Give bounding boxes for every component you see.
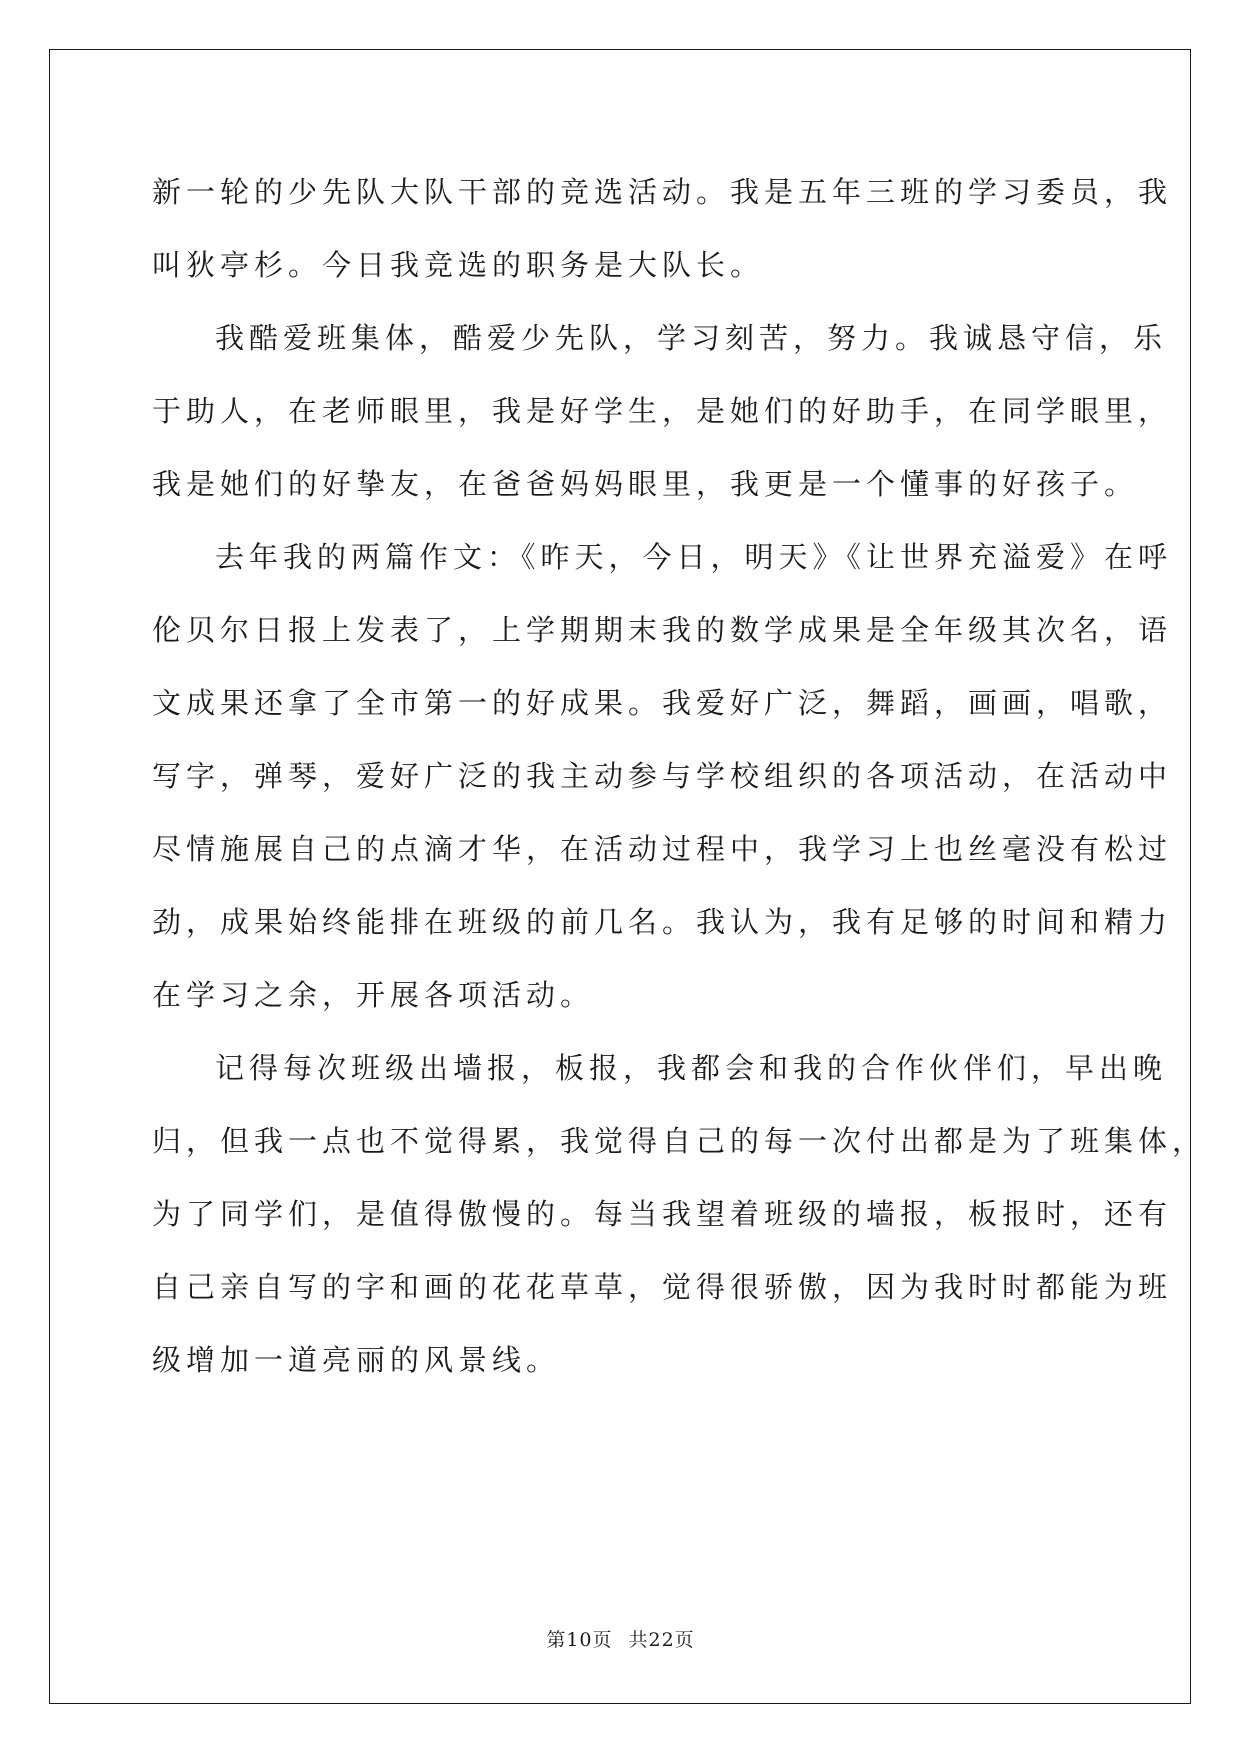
text-line: 叫狄亭杉。今日我竞选的职务是大队长。 [152, 248, 765, 282]
text-line: 于助人，在老师眼里，我是好学生，是她们的好助手，在同学眼里， [152, 394, 1173, 428]
paragraph-start-line: 我酷爱班集体，酷爱少先队，学习刻苦，努力。我诚恳守信，乐 [215, 321, 1168, 355]
text-line: 尽情施展自己的点滴才华，在活动过程中，我学习上也丝毫没有松过 [152, 832, 1173, 866]
page-border [49, 49, 1191, 1704]
paragraph-start-line: 记得每次班级出墙报，板报，我都会和我的合作伙伴们，早出晚 [215, 1051, 1168, 1085]
page-number: 第10页 [546, 1629, 613, 1651]
page-total: 共22页 [628, 1629, 695, 1651]
text-line: 劲，成果始终能排在班级的前几名。我认为，我有足够的时间和精力 [152, 905, 1173, 939]
text-line: 新一轮的少先队大队干部的竞选活动。我是五年三班的学习委员，我 [152, 175, 1173, 209]
text-line: 自己亲自写的字和画的花花草草，觉得很骄傲，因为我时时都能为班 [152, 1270, 1173, 1304]
text-line: 级增加一道亮丽的风景线。 [152, 1343, 561, 1377]
paragraph-start-line: 去年我的两篇作文：《昨天，今日，明天》《让世界充溢爱》在呼 [215, 540, 1173, 574]
text-line: 写字，弹琴，爱好广泛的我主动参与学校组织的各项活动，在活动中 [152, 759, 1173, 793]
text-line: 我是她们的好挚友，在爸爸妈妈眼里，我更是一个懂事的好孩子。 [152, 467, 1139, 501]
text-line: 归，但我一点也不觉得累，我觉得自己的每一次付出都是为了班集体， [152, 1124, 1207, 1158]
text-line: 伦贝尔日报上发表了，上学期期末我的数学成果是全年级其次名，语 [152, 613, 1173, 647]
text-line: 在学习之余，开展各项活动。 [152, 978, 595, 1012]
text-line: 文成果还拿了全市第一的好成果。我爱好广泛，舞蹈，画画，唱歌， [152, 686, 1173, 720]
text-line: 为了同学们，是值得傲慢的。每当我望着班级的墙报，板报时，还有 [152, 1197, 1173, 1231]
page-footer [0, 1625, 1241, 1652]
